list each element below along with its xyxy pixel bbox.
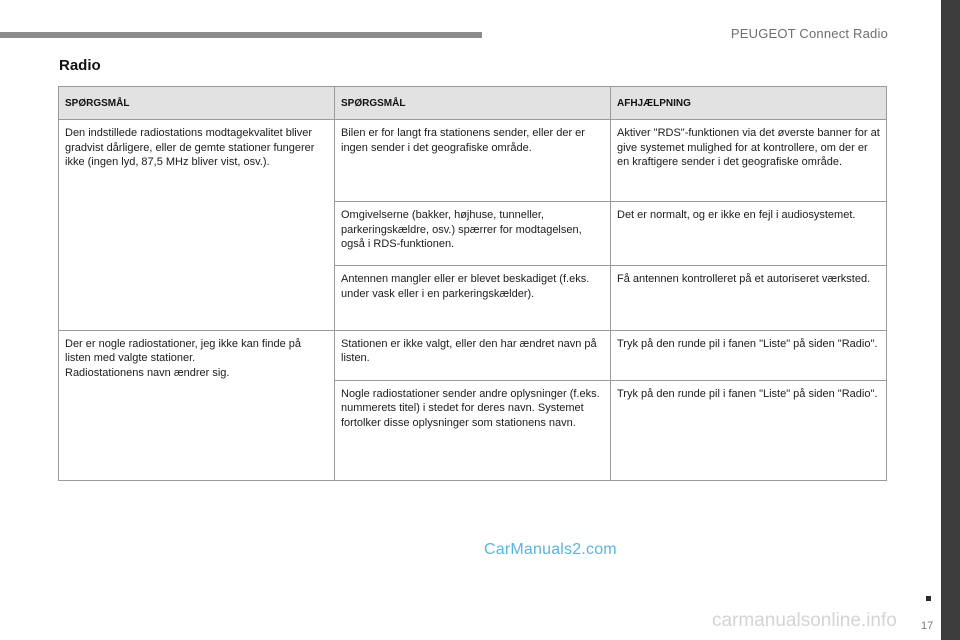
question-cell: Der er nogle radiostationer, jeg ikke kan finde på listen med valgte stationer. Radiostationens navn ændrer sig.: [59, 330, 335, 480]
header-question: SPØRGSMÅL: [59, 87, 335, 120]
troubleshooting-table: [58, 86, 886, 481]
solution-cell: Det er normalt, og er ikke en fejl i audiosystemet.: [611, 202, 887, 266]
watermark-link[interactable]: CarManuals2.com: [484, 541, 617, 558]
cause-cell: Omgivelserne (bakker, højhuse, tunneller, parkeringskældre, osv.) spærrer for modtagelsen, også i RDS-funktionen.: [335, 202, 611, 266]
solution-cell: Tryk på den runde pil i fanen "Liste" på siden "Radio".: [611, 380, 887, 480]
side-strip: [941, 0, 960, 640]
cause-cell: Stationen er ikke valgt, eller den har ændret navn på listen.: [335, 330, 611, 380]
header-solution: AFHJÆLPNING: [611, 87, 887, 120]
solution-cell: Få antennen kontrolleret på et autoriseret værksted.: [611, 266, 887, 330]
cause-cell: Nogle radiostationer sender andre oplysninger (f.eks. nummerets titel) i stedet for deres navn. Systemet fortolker disse oplysninger som stationens navn.: [335, 380, 611, 480]
header-cause: SPØRGSMÅL: [335, 87, 611, 120]
section-title: Radio: [59, 57, 101, 74]
footer-site-watermark: carmanualsonline.info: [712, 610, 897, 631]
solution-cell: Aktiver "RDS"-funktionen via det øverste banner for at give systemet mulighed for at kontrollere, om der er en kraftigere sender i det geografiske område.: [611, 120, 887, 202]
page-marker-icon: [926, 596, 931, 601]
page-number: 17: [921, 620, 934, 632]
cause-cell: Bilen er for langt fra stationens sender, eller der er ingen sender i det geografiske område.: [335, 120, 611, 202]
table-row: [59, 330, 887, 380]
table-row: [59, 120, 887, 202]
header-rule: [0, 32, 482, 38]
cause-cell: Antennen mangler eller er blevet beskadiget (f.eks. under vask eller i en parkeringskælder).: [335, 266, 611, 330]
table-header-row: [59, 87, 887, 120]
header-title: PEUGEOT Connect Radio: [730, 26, 888, 41]
question-cell: Den indstillede radiostations modtagekvalitet bliver gradvist dårligere, eller de gemte stationer fungerer ikke (ingen lyd, 87,5 MHz bliver vist, osv.).: [59, 120, 335, 331]
solution-cell: Tryk på den runde pil i fanen "Liste" på siden "Radio".: [611, 330, 887, 380]
